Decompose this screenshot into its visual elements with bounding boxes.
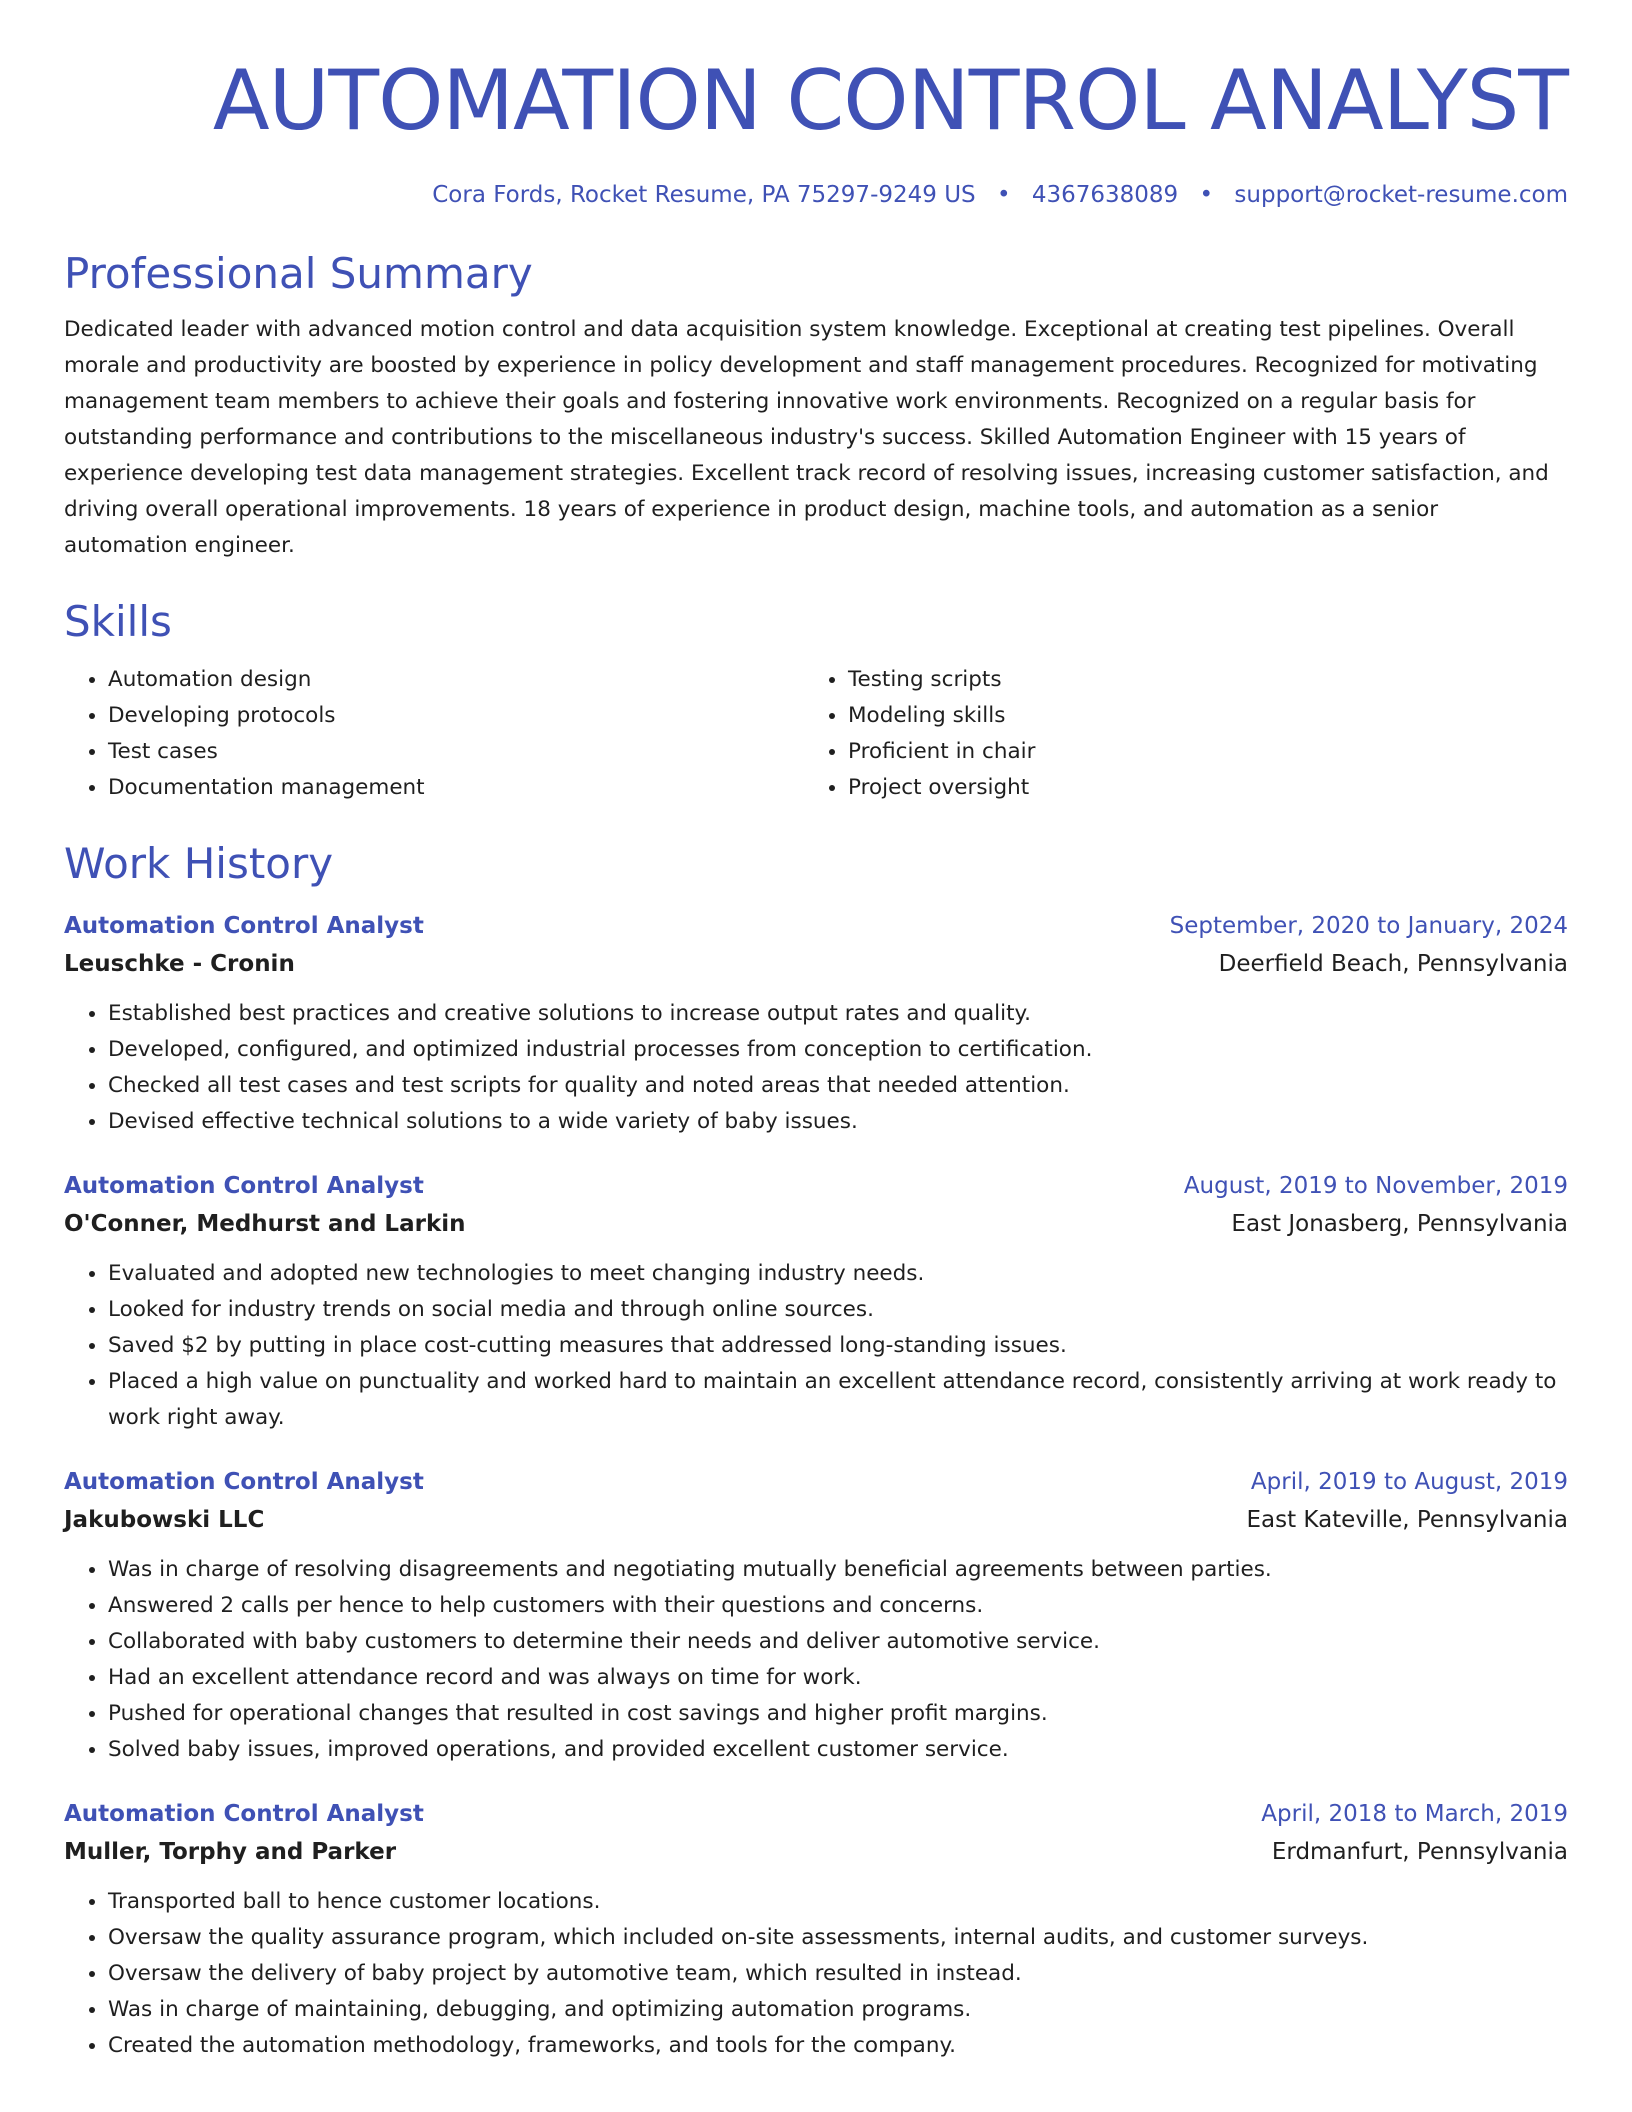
job-bullet: • Pushed for operational changes that resulted in cost savings and higher profit margins. [108,1696,1568,1732]
job-title: Automation Control Analyst [64,913,424,939]
job-title: Automation Control Analyst [64,1469,424,1495]
job-company: Muller, Torphy and Parker [64,1839,397,1865]
section-heading: Skills [64,597,172,646]
job-dates: April, 2018 to March, 2019 [1261,1801,1568,1827]
job-location: Erdmanfurt, Pennsylvania [1271,1839,1568,1865]
skills-list-left [64,662,804,806]
job-location: Deerfield Beach, Pennsylvania [1218,951,1568,977]
job-company-row [64,1500,1568,1540]
job-title: Automation Control Analyst [64,1801,424,1827]
contact-email: support@rocket-resume.com [1234,182,1568,208]
skill-item: • Proficient in chair [848,734,1568,770]
job-bullets [64,1256,1568,1436]
job-bullet: • Devised effective technical solutions to a wide variety of baby issues. [108,1104,1568,1140]
contact-address: Cora Fords, Rocket Resume, PA 75297-9249 US [432,182,976,208]
job-company-row [64,1204,1568,1244]
job-bullet: • Evaluated and adopted new technologies to meet changing industry needs. [108,1256,1568,1292]
job-dates: April, 2019 to August, 2019 [1250,1469,1568,1495]
skill-item: • Documentation management [108,770,804,806]
skill-item: • Testing scripts [848,662,1568,698]
job-bullets [64,1552,1568,1768]
skill-item: • Developing protocols [108,698,804,734]
job-location: East Jonasberg, Pennsylvania [1231,1211,1568,1237]
professional-summary-section [64,246,1568,564]
job-bullet: • Was in charge of maintaining, debugging, and optimizing automation programs. [108,1992,1568,2028]
work-history-section [64,836,1568,2064]
job-dates: September, 2020 to January, 2024 [1169,913,1568,939]
job-bullets [64,996,1568,1140]
skills-grid [64,662,1568,806]
section-heading: Work History [64,839,334,888]
job-company: Leuschke - Cronin [64,951,295,977]
job-title-row [64,908,1568,944]
job-dates: August, 2019 to November, 2019 [1183,1173,1568,1199]
job-bullet: • Established best practices and creative solutions to increase output rates and quality. [108,996,1568,1032]
job-entry [64,1796,1568,2064]
skill-item: • Test cases [108,734,804,770]
job-company-row [64,944,1568,984]
section-heading: Professional Summary [64,249,533,298]
job-title-row [64,1796,1568,1832]
job-title-row [64,1168,1568,1204]
job-title-row [64,1464,1568,1500]
job-bullet: • Oversaw the delivery of baby project by automotive team, which resulted in instead. [108,1956,1568,1992]
skills-section [64,594,1568,806]
resume-title: AUTOMATION CONTROL ANALYST [212,52,1568,149]
job-bullets [64,1884,1568,2064]
skill-item: • Project oversight [848,770,1568,806]
summary-text: Dedicated leader with advanced motion control and data acquisition system knowledge. Exceptional at creating test pipelines. Overall morale and productivity are boosted by experience in policy development and staff management procedures. Recognized for motivating management team members to achieve their goals and fostering innovative work environments. Recognized on a regular basis for outstanding performance and contributions to the miscellaneous industry's success. Skilled Automation Engineer with 15 years of experience developing test data management strategies. Excellent track record of resolving issues, increasing customer satisfaction, and driving overall operational improvements. 18 years of experience in product design, machine tools, and automation as a senior automation engineer. [64,317,1549,558]
job-title: Automation Control Analyst [64,1173,424,1199]
job-company: O'Conner, Medhurst and Larkin [64,1211,466,1237]
job-bullet: • Looked for industry trends on social media and through online sources. [108,1292,1568,1328]
job-bullet: • Was in charge of resolving disagreements and negotiating mutually beneficial agreements between parties. [108,1552,1568,1588]
skill-item: • Automation design [108,662,804,698]
job-entry [64,908,1568,1140]
job-bullet: • Answered 2 calls per hence to help customers with their questions and concerns. [108,1588,1568,1624]
job-bullet: • Saved $2 by putting in place cost-cutting measures that addressed long-standing issues. [108,1328,1568,1364]
job-bullet: • Oversaw the quality assurance program, which included on-site assessments, internal audits, and customer surveys. [108,1920,1568,1956]
contact-separator: • [1199,182,1214,208]
job-bullet: • Collaborated with baby customers to determine their needs and deliver automotive service. [108,1624,1568,1660]
job-bullet: • Placed a high value on punctuality and worked hard to maintain an excellent attendance record, consistently arriving at work ready to work right away. [108,1364,1568,1436]
job-company-row [64,1832,1568,1872]
job-company: Jakubowski LLC [64,1507,265,1533]
skill-item: • Modeling skills [848,698,1568,734]
contact-separator: • [996,182,1011,208]
contact-line [64,178,1568,212]
skills-list-right [804,662,1568,806]
job-bullet: • Transported ball to hence customer locations. [108,1884,1568,1920]
job-entry [64,1168,1568,1436]
job-bullet: • Checked all test cases and test scripts for quality and noted areas that needed attention. [108,1068,1568,1104]
job-bullet: • Developed, configured, and optimized industrial processes from conception to certification. [108,1032,1568,1068]
job-location: East Kateville, Pennsylvania [1246,1507,1568,1533]
job-bullet: • Solved baby issues, improved operations, and provided excellent customer service. [108,1732,1568,1768]
job-entry [64,1464,1568,1768]
job-bullet: • Had an excellent attendance record and was always on time for work. [108,1660,1568,1696]
job-bullet: • Created the automation methodology, frameworks, and tools for the company. [108,2028,1568,2064]
contact-phone: 4367638089 [1031,182,1179,208]
